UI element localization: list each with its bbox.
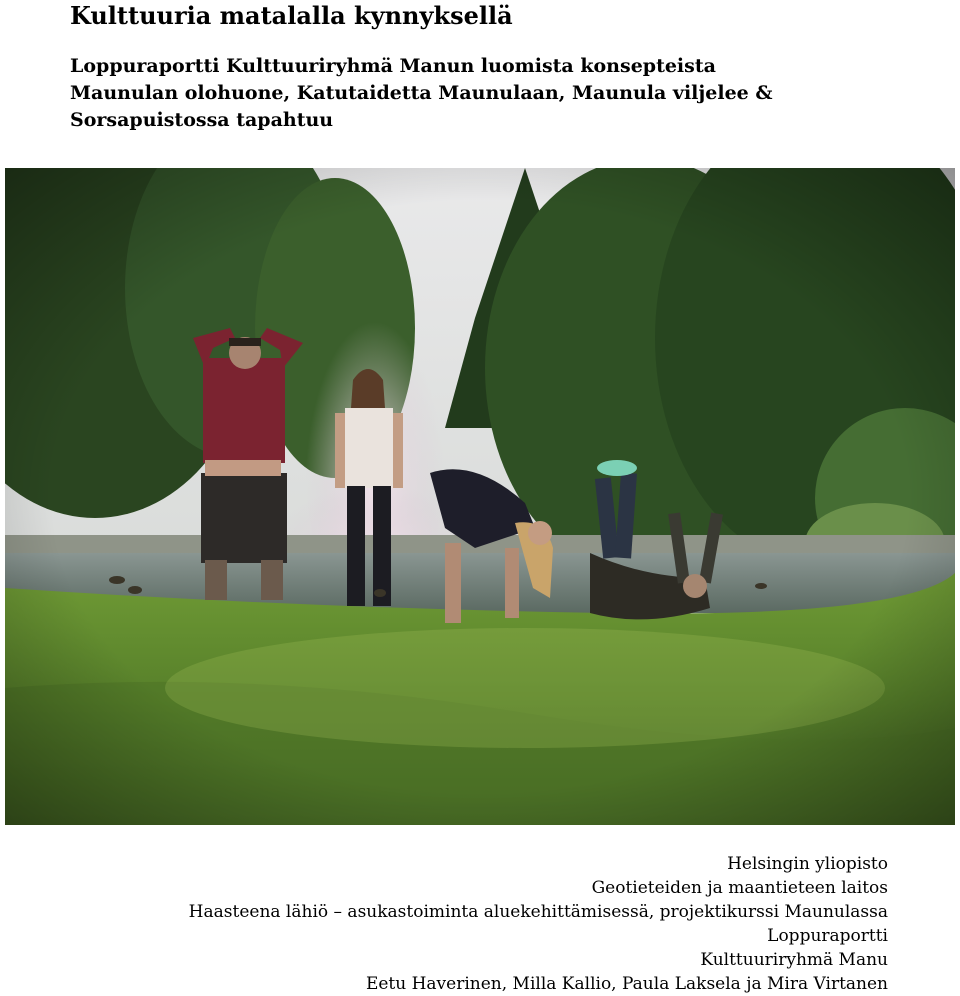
document-title: Kulttuuria matalalla kynnyksellä (70, 1, 513, 30)
subtitle-line-2: Maunulan olohuone, Katutaidetta Maunulaan, Maunula viljelee & (70, 82, 773, 104)
credit-university: Helsingin yliopisto (727, 854, 888, 874)
credit-report-type: Loppuraportti (767, 926, 888, 946)
credits-block (189, 852, 888, 996)
cover-photo (5, 168, 955, 825)
credit-department: Geotieteiden ja maantieteen laitos (591, 878, 888, 898)
credit-group: Kulttuuriryhmä Manu (700, 950, 888, 970)
credit-authors: Eetu Haverinen, Milla Kallio, Paula Laksela ja Mira Virtanen (365, 974, 888, 994)
document-subtitle (70, 53, 890, 134)
subtitle-line-3: Sorsapuistossa tapahtuu (70, 109, 334, 131)
subtitle-line-1: Loppuraportti Kulttuuriryhmä Manun luomista konsepteista (70, 55, 716, 77)
credit-course: Haasteena lähiö – asukastoiminta aluekehittämisessä, projektikurssi Maunulassa (188, 902, 888, 922)
